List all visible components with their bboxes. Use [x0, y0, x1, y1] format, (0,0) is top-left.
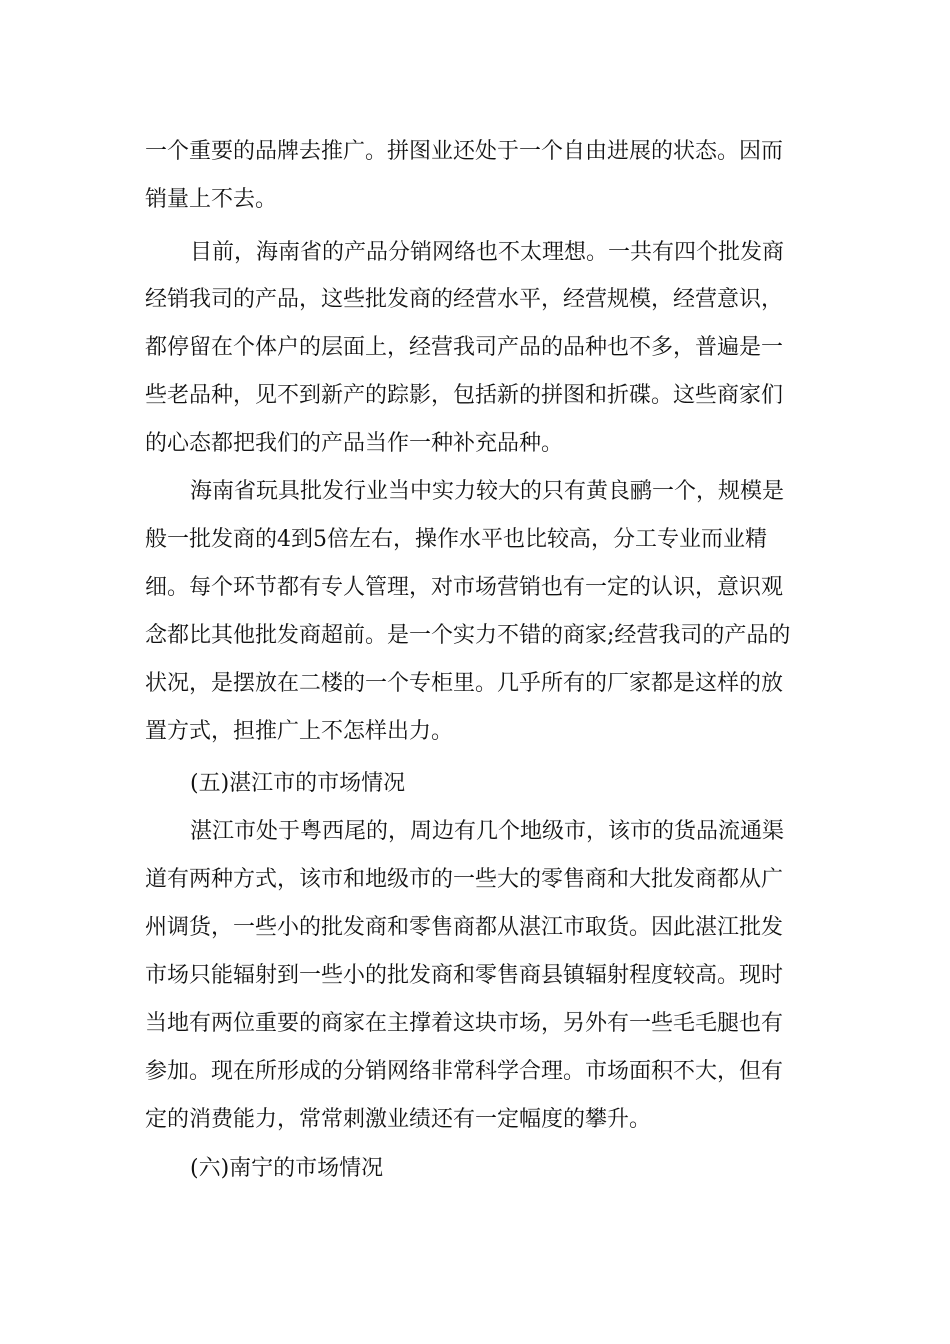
body-text-line: 参加。现在所形成的分销网络非常科学合理。市场面积不大，但有 — [145, 1059, 784, 1084]
body-text-line: 都停留在个体户的层面上，经营我司产品的品种也不多，普遍是一 — [145, 335, 784, 360]
body-text-line: 州调货，一些小的批发商和零售商都从湛江市取货。因此湛江批发 — [145, 915, 784, 940]
body-text-line: 定的消费能力，常常刺激业绩还有一定幅度的攀升。 — [145, 1107, 652, 1132]
body-text-line: 销量上不去。 — [145, 187, 278, 212]
body-text-line: 般一批发商的4到5倍左右，操作水平也比较高，分工专业而业精 — [145, 527, 767, 552]
body-text-line: 一个重要的品牌去推广。拼图业还处于一个自由进展的状态。因而 — [145, 139, 784, 164]
section-heading: (六)南宁的市场情况 — [190, 1156, 384, 1181]
paragraph-first-line: 海南省玩具批发行业当中实力较大的只有黄良鹂一个，规模是 — [190, 479, 785, 504]
body-text-line: 当地有两位重要的商家在主撑着这块市场，另外有一些毛毛腿也有 — [145, 1011, 784, 1036]
section-heading: (五)湛江市的市场情况 — [190, 771, 406, 796]
body-text-line: 的心态都把我们的产品当作一种补充品种。 — [145, 431, 564, 456]
paragraph-first-line: 目前，海南省的产品分销网络也不太理想。一共有四个批发商 — [190, 240, 785, 265]
body-text-line: 经销我司的产品，这些批发商的经营水平，经营规模，经营意识， — [145, 287, 784, 312]
body-text-line: 置方式，担推广上不怎样出力。 — [145, 719, 454, 744]
body-text-line: 状况，是摆放在二楼的一个专柜里。几乎所有的厂家都是这样的放 — [145, 671, 784, 696]
body-text-line: 细。每个环节都有专人管理，对市场营销也有一定的认识，意识观 — [145, 575, 784, 600]
body-text-line: 道有两种方式，该市和地级市的一些大的零售商和大批发商都从广 — [145, 867, 784, 892]
body-text-line: 念都比其他批发商超前。是一个实力不错的商家;经营我司的产品的 — [145, 623, 791, 648]
body-text-line: 市场只能辐射到一些小的批发商和零售商县镇辐射程度较高。现时 — [145, 963, 784, 988]
body-text-line: 些老品种，见不到新产的踪影，包括新的拼图和折碟。这些商家们 — [145, 383, 784, 408]
paragraph-first-line: 湛江市处于粤西尾的，周边有几个地级市，该市的货品流通渠 — [190, 819, 785, 844]
